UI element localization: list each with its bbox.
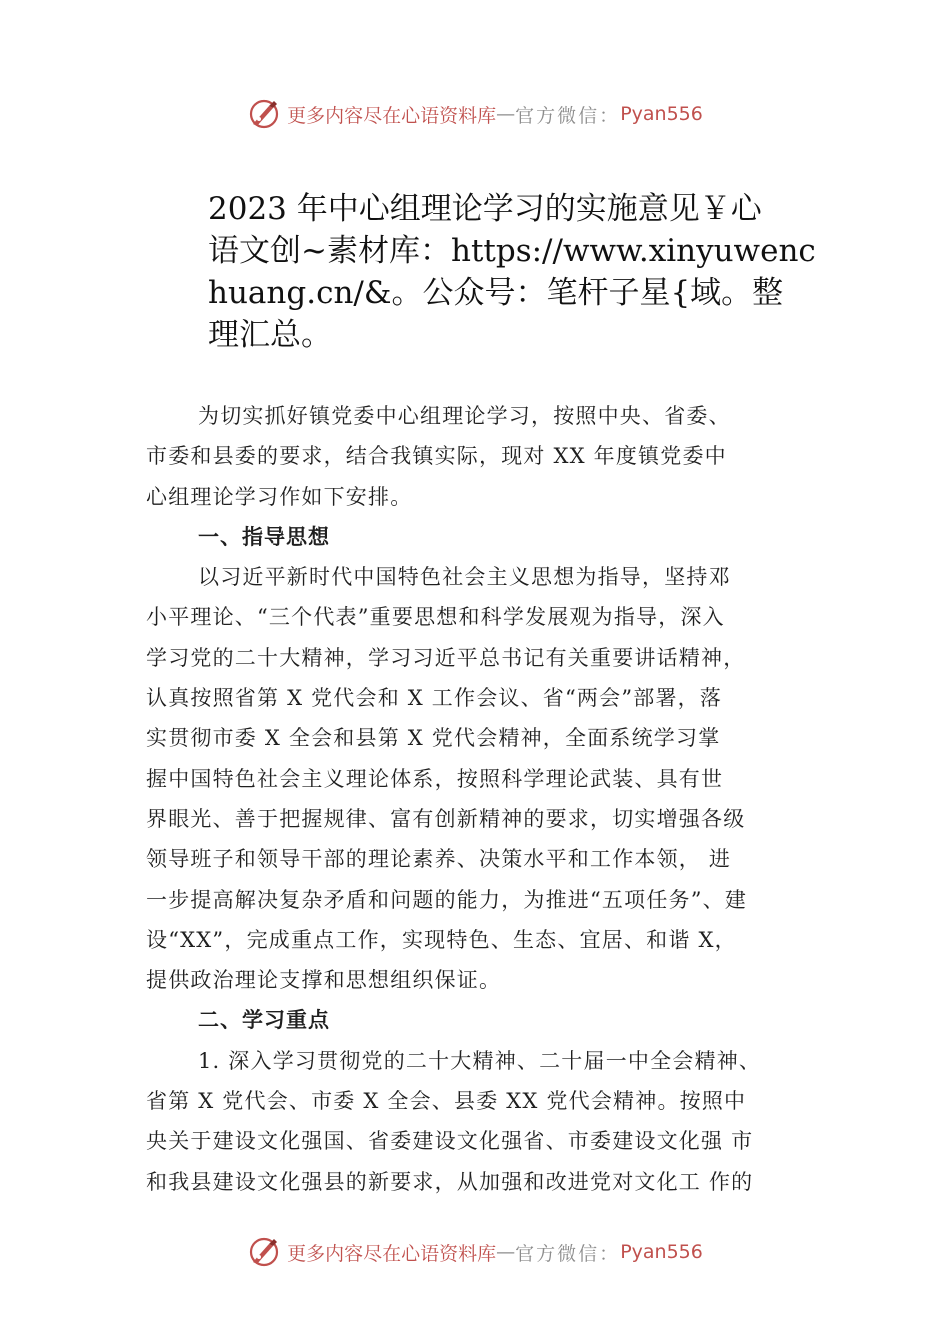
watermark-dash: — xyxy=(496,103,516,125)
watermark-site: 更多内容尽在心语资料库 xyxy=(287,104,497,127)
paragraph-line: 和我县建设文化强县的新要求，从加强和改进党对文化工 作的 xyxy=(146,1169,754,1194)
intro-paragraph xyxy=(146,396,836,517)
brush-logo-icon xyxy=(247,97,281,131)
section-heading: 二、学习重点 xyxy=(198,1008,330,1033)
watermark-label: 官方微信： xyxy=(515,104,621,127)
watermark-site: 更多内容尽在心语资料库 xyxy=(287,1242,497,1265)
paragraph-line: 界眼光、善于把握规律、富有创新精神的要求，切实增强各级 xyxy=(146,806,746,831)
paragraph-line: 央关于建设文化强国、省委建设文化强省、市委建设文化强 市 xyxy=(146,1129,754,1154)
watermark-handle: Pyan556 xyxy=(620,1241,703,1263)
watermark-label: 官方微信： xyxy=(515,1242,621,1265)
paragraph-line: 一步提高解决复杂矛盾和问题的能力，为推进“五项任务”、建 xyxy=(146,887,748,912)
title-line: 2023 年中心组理论学习的实施意见￥心 xyxy=(208,191,762,227)
guiding-thought-paragraph xyxy=(146,557,836,1000)
header-watermark xyxy=(0,94,950,134)
paragraph-line: 握中国特色社会主义理论体系，按照科学理论武装、具有世 xyxy=(146,766,724,791)
paragraph-line: 1. 深入学习贯彻党的二十大精神、二十届一中全会精神、 xyxy=(198,1048,762,1073)
document-title xyxy=(208,188,848,356)
paragraph-line: 实贯彻市委 X 全会和县第 X 党代会精神，全面系统学习掌 xyxy=(146,726,721,751)
study-focus-paragraph xyxy=(146,1041,836,1202)
title-line: 理汇总。 xyxy=(208,317,332,353)
paragraph-line: 省第 X 党代会、市委 X 全会、县委 XX 党代会精神。按照中 xyxy=(146,1089,747,1114)
paragraph-line: 认真按照省第 X 党代会和 X 工作会议、省“两会”部署，落 xyxy=(146,686,723,711)
paragraph-line: 学习党的二十大精神，学习习近平总书记有关重要讲话精神， xyxy=(146,645,746,670)
document-body xyxy=(146,396,836,1202)
paragraph-line: 为切实抓好镇党委中心组理论学习，按照中央、省委、 xyxy=(198,404,731,428)
paragraph-line: 设“XX”，完成重点工作，实现特色、生态、宜居、和谐 X， xyxy=(146,927,737,952)
paragraph-line: 以习近平新时代中国特色社会主义思想为指导，坚持邓 xyxy=(198,565,731,590)
paragraph-line: 小平理论、“三个代表”重要思想和科学发展观为指导，深入 xyxy=(146,605,725,630)
title-line: 语文创~素材库：https://www.xinyuwenc xyxy=(208,233,816,269)
paragraph-line: 提供政治理论支撑和思想组织保证。 xyxy=(146,968,502,993)
section-heading: 一、指导思想 xyxy=(198,524,330,549)
watermark-handle: Pyan556 xyxy=(620,103,703,125)
paragraph-line: 市委和县委的要求，结合我镇实际，现对 XX 年度镇党委中 xyxy=(146,444,727,469)
brush-logo-icon xyxy=(247,1235,281,1269)
paragraph-line: 领导班子和领导干部的理论素养、决策水平和工作本领， 进 xyxy=(146,847,732,872)
paragraph-line: 心组理论学习作如下安排。 xyxy=(146,484,413,509)
title-line: huang.cn/&。公众号：笔杆子星{域。整 xyxy=(208,275,784,311)
footer-watermark xyxy=(0,1232,950,1272)
watermark-dash: — xyxy=(496,1241,516,1263)
